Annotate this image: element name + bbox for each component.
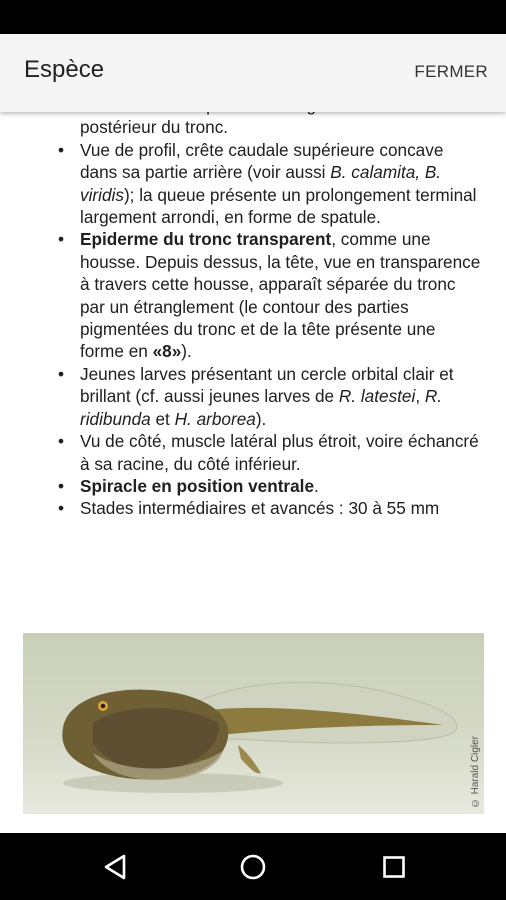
list-item-text: ); la queue présente un prolongement terminal largement arrondi, en forme de spatule. [80,184,477,228]
tadpole-illustration [23,633,484,814]
description-list [0,94,484,520]
navigation-bar [0,833,506,900]
list-item-text: Stades intermédiaires et avancés : 30 à 55 mm [80,498,440,519]
tadpole-photo [23,633,484,814]
list-item [80,430,484,475]
list-item-text: et [150,408,175,429]
list-item [80,475,484,497]
list-item [80,497,484,519]
scroll-container [0,94,506,520]
list-item-text: . [314,475,319,496]
list-item-text: Vue de profil, crête caudale supérieure concave dans sa partie arrière (voir aussi [80,139,444,183]
list-item-text: Epiderme du tronc transparent [80,229,332,250]
list-item-text: , [415,386,425,407]
page-title: Espèce [24,56,105,83]
photo-credit: © Harald Cigler [470,735,481,808]
triangle-back-icon[interactable] [98,850,132,884]
list-item-text: Spiracle en position ventrale [80,475,315,496]
species-content[interactable] [0,34,506,833]
list-item [80,363,484,430]
list-item-text: H. arborea [174,408,256,429]
circle-home-icon[interactable] [236,850,270,884]
list-item-text: R. latestei [338,386,416,407]
list-item-text: postérieur du tronc. [80,117,229,138]
list-item-text: ). [181,341,192,362]
list-item [80,139,484,229]
list-item-text: B. calamita, B. viridis [80,162,442,205]
app-bar [0,34,506,112]
list-item-text: «8» [152,341,182,362]
list-item [80,228,484,362]
list-item-text: Vu de côté, muscle latéral plus étroit, voire échancré à sa racine, du côté inférieur. [80,431,479,474]
list-item-text: , comme une housse. Depuis dessus, la tête, vue en transparence à travers cette housse, apparaît séparée du tronc par un étranglement (le contour des parties pigmentées du tronc et de la tête présente une forme en [80,229,481,362]
list-item-text: R. ridibunda [80,386,443,429]
close-button[interactable]: FERMER [414,62,488,81]
list-item-text: ). [255,408,267,429]
list-item-text: Jeunes larves présentant un cercle orbital clair et brillant (cf. aussi jeunes larves de [80,363,454,407]
status-bar [0,0,506,34]
square-recents-icon[interactable] [377,850,411,884]
